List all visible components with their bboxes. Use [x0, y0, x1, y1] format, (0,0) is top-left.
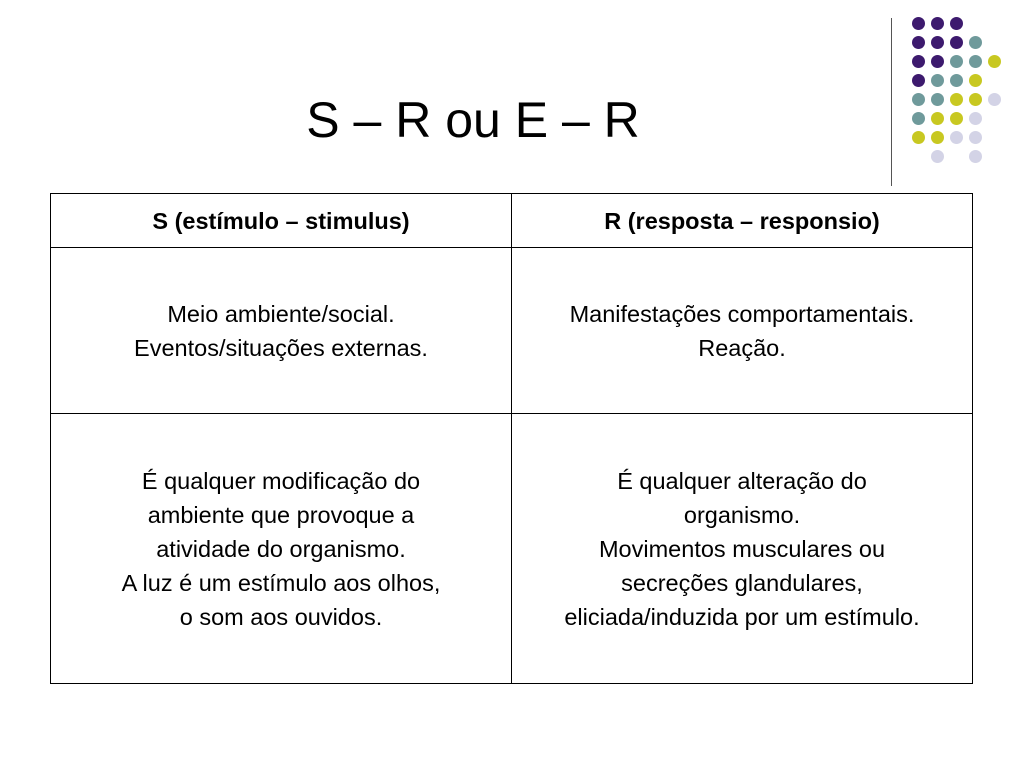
table-row — [51, 414, 973, 684]
cell-line: organismo. — [683, 502, 801, 528]
dot — [969, 150, 982, 163]
dot — [950, 131, 963, 144]
dot — [912, 112, 925, 125]
dot — [969, 112, 982, 125]
dot — [950, 93, 963, 106]
cell-line: Movimentos musculares ou — [598, 536, 886, 562]
dot — [912, 131, 925, 144]
dot — [950, 74, 963, 87]
cell-line: secreções glandulares, — [621, 570, 863, 596]
dot — [912, 36, 925, 49]
dot — [931, 17, 944, 30]
dot — [969, 55, 982, 68]
dot — [950, 17, 963, 30]
dot — [950, 55, 963, 68]
dot — [931, 150, 944, 163]
response-cell — [512, 248, 973, 414]
dot — [912, 93, 925, 106]
stimulus-cell — [51, 248, 512, 414]
stimulus-response-table — [50, 193, 973, 684]
slide-title: S – R ou E – R — [306, 92, 640, 148]
dot — [912, 74, 925, 87]
dot — [931, 74, 944, 87]
dot — [969, 74, 982, 87]
cell-line: É qualquer modificação do — [141, 468, 421, 494]
stimulus-cell — [51, 414, 512, 684]
dot — [969, 36, 982, 49]
cell-line: atividade do organismo. — [156, 536, 406, 562]
dot — [969, 93, 982, 106]
cell-line: eliciada/induzida por um estímulo. — [564, 604, 920, 630]
cell-line: o som aos ouvidos. — [179, 604, 383, 630]
dot — [931, 131, 944, 144]
cell-line: ambiente que provoque a — [147, 502, 415, 528]
dot — [969, 131, 982, 144]
dot — [931, 112, 944, 125]
response-cell — [512, 414, 973, 684]
title-divider — [891, 18, 892, 186]
dot — [988, 93, 1001, 106]
cell-line: É qualquer alteração do — [617, 468, 867, 494]
dot — [931, 93, 944, 106]
table-row — [51, 248, 973, 414]
cell-line: Meio ambiente/social. — [167, 300, 395, 327]
dot — [988, 55, 1001, 68]
table-header-row — [51, 194, 973, 248]
header-response: R (resposta – responsio) — [512, 194, 973, 248]
cell-line: Eventos/situações externas. — [134, 334, 428, 361]
cell-line: A luz é um estímulo aos olhos, — [121, 570, 441, 596]
dot-grid-decoration — [906, 10, 1006, 170]
dot — [950, 36, 963, 49]
dot — [931, 55, 944, 68]
header-stimulus: S (estímulo – stimulus) — [51, 194, 512, 248]
dot — [950, 112, 963, 125]
cell-line: Manifestações comportamentais. — [569, 300, 915, 327]
dot — [931, 36, 944, 49]
cell-line: Reação. — [698, 334, 786, 361]
dot — [912, 55, 925, 68]
dot — [912, 17, 925, 30]
